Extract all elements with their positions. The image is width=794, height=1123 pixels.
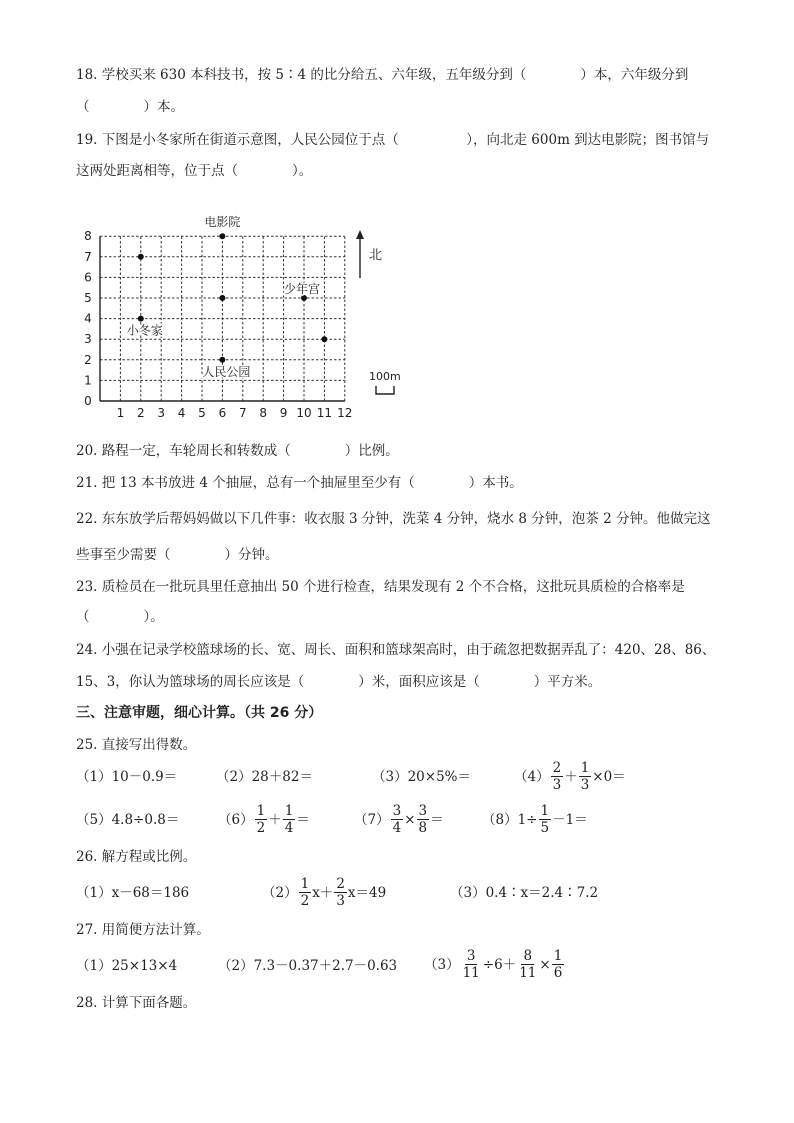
north-label: 北 <box>369 248 383 263</box>
fraction: $\frac{8}{11}$ <box>519 948 537 981</box>
q24-line1: 24. 小强在记录学校篮球场的长、宽、周长、面积和篮球架高时，由于疏忽把数据弄乱了：420、28、86、 <box>76 642 716 658</box>
q25-item-6: （6） $\frac{1}{2}$ ＋ $\frac{1}{4}$ ＝ <box>218 803 310 836</box>
section-3-heading: 三、注意审题，细心计算。（共 26 分） <box>76 705 323 721</box>
fraction: $\frac{1}{6}$ <box>553 948 563 981</box>
scale-label: 100m <box>369 370 401 383</box>
y-tick-label: 2 <box>84 352 92 367</box>
x-tick-label: 6 <box>218 406 227 420</box>
q25-item-2: （2）28＋82＝ <box>216 769 313 785</box>
x-tick-label: 1 <box>116 406 125 420</box>
map-point <box>219 295 225 301</box>
q27-item-2: （2）7.3－0.37＋2.7－0.63 <box>218 958 398 974</box>
map-point-label: 少年宫 <box>283 282 321 296</box>
fraction: $\frac{2}{3}$ <box>336 876 345 909</box>
map-point <box>138 254 144 260</box>
fraction: $\frac{2}{3}$ <box>552 760 562 793</box>
x-tick-label: 11 <box>316 406 333 420</box>
q25-item-1: （1）10－0.9＝ <box>76 769 178 785</box>
q18-line1: 18. 学校买来 630 本科技书，按 5∶4 的比分给五、六年级，五年级分到（ ）本，六年级分到 <box>76 67 689 83</box>
street-map-figure <box>80 208 410 423</box>
q25-title: 25. 直接写出得数。 <box>76 737 197 753</box>
map-point-label: 电影院 <box>204 215 241 230</box>
q25-item-7: （7） $\frac{3}{4}$ × $\frac{3}{8}$ ＝ <box>354 803 444 836</box>
x-tick-label: 9 <box>279 406 288 420</box>
map-point <box>138 316 144 322</box>
q26-item-2: （2） $\frac{1}{2}$ x＋ $\frac{2}{3}$ x＝49 <box>262 876 387 909</box>
q23-line1: 23. 质检员在一批玩具里任意抽出 50 个进行检查，结果发现有 2 个不合格，这批玩具质检的合格率是 <box>76 579 685 595</box>
q25-item-8: （8）1÷ $\frac{1}{5}$ －1＝ <box>482 803 588 836</box>
q26-title: 26. 解方程或比例。 <box>76 849 197 865</box>
fraction: $\frac{1}{3}$ <box>580 760 590 793</box>
map-point <box>321 336 327 342</box>
x-tick-label: 2 <box>136 406 145 420</box>
scale-bar-icon <box>376 386 394 394</box>
q20-line: 20. 路程一定，车轮周长和转数成（ ）比例。 <box>76 443 399 459</box>
q26-item-1: （1）x－68＝186 <box>76 885 190 901</box>
x-tick-label: 7 <box>238 406 247 420</box>
fraction: $\frac{3}{8}$ <box>418 803 428 836</box>
q19-line2: 这两处距离相等，位于点（ ）。 <box>76 163 313 179</box>
q22-line1: 22. 东东放学后帮妈妈做以下几件事：收衣服 3 分钟，洗菜 4 分钟，烧水 8 分钟，泡茶 2 分钟。他做完这 <box>76 511 711 527</box>
north-arrow-head-icon <box>356 230 364 239</box>
q22-line2: 些事至少需要（ ）分钟。 <box>76 547 279 563</box>
q25-item-3: （3）20×5%＝ <box>372 769 471 785</box>
x-tick-label: 12 <box>337 406 353 420</box>
x-tick-label: 5 <box>198 406 206 420</box>
q25-item-5: （5）4.8÷0.8＝ <box>76 812 180 828</box>
q27-item-3: （3） $\frac{3}{11}$ ÷6＋ $\frac{8}{11}$ × $\frac{1}{6}$ <box>424 948 563 981</box>
q21-line: 21. 把 13 本书放进 4 个抽屉，总有一个抽屉里至少有（ ）本书。 <box>76 475 523 491</box>
q27-title: 27. 用简便方法计算。 <box>76 922 210 938</box>
q25-item-4: （4） $\frac{2}{3}$ ＋ $\frac{1}{3}$ ×0＝ <box>514 760 626 793</box>
y-tick-label: 1 <box>84 373 92 388</box>
y-tick-label: 5 <box>84 291 92 305</box>
q18-line2: （ ）本。 <box>76 99 184 115</box>
fraction: $\frac{3}{11}$ <box>462 948 480 981</box>
x-tick-label: 8 <box>259 406 268 420</box>
fraction: $\frac{1}{4}$ <box>284 803 294 836</box>
q24-line2: 15、3，你认为篮球场的周长应该是（ ）米，面积应该是（ ）平方米。 <box>76 674 602 690</box>
fraction: $\frac{3}{4}$ <box>392 803 402 836</box>
y-tick-label: 4 <box>84 311 92 326</box>
q28-line: 28. 计算下面各题。 <box>76 995 197 1011</box>
map-point <box>219 233 225 239</box>
y-tick-label: 6 <box>84 270 92 285</box>
x-tick-label: 3 <box>157 406 166 420</box>
x-tick-label: 10 <box>296 406 312 420</box>
y-tick-label: 7 <box>84 249 92 264</box>
y-tick-label: 8 <box>84 229 92 244</box>
map-point-label: 小冬家 <box>126 323 163 338</box>
fraction: $\frac{1}{5}$ <box>540 803 550 836</box>
x-tick-label: 4 <box>177 406 186 420</box>
fraction: $\frac{1}{2}$ <box>256 803 266 836</box>
q27-item-1: （1）25×13×4 <box>76 958 178 974</box>
q26-item-3: （3）0.4∶x＝2.4∶7.2 <box>450 885 599 901</box>
y-tick-label: 0 <box>84 394 92 408</box>
map-point-label: 人民公园 <box>202 364 251 379</box>
q23-line2: （ ）。 <box>76 609 164 625</box>
map-point <box>219 357 225 363</box>
y-tick-label: 3 <box>84 332 92 347</box>
fraction: $\frac{1}{2}$ <box>300 876 310 909</box>
q19-line1: 19. 下图是小冬家所在街道示意图，人民公园位于点（ ），向北走 600m 到达电影院；图书馆与 <box>76 132 710 148</box>
